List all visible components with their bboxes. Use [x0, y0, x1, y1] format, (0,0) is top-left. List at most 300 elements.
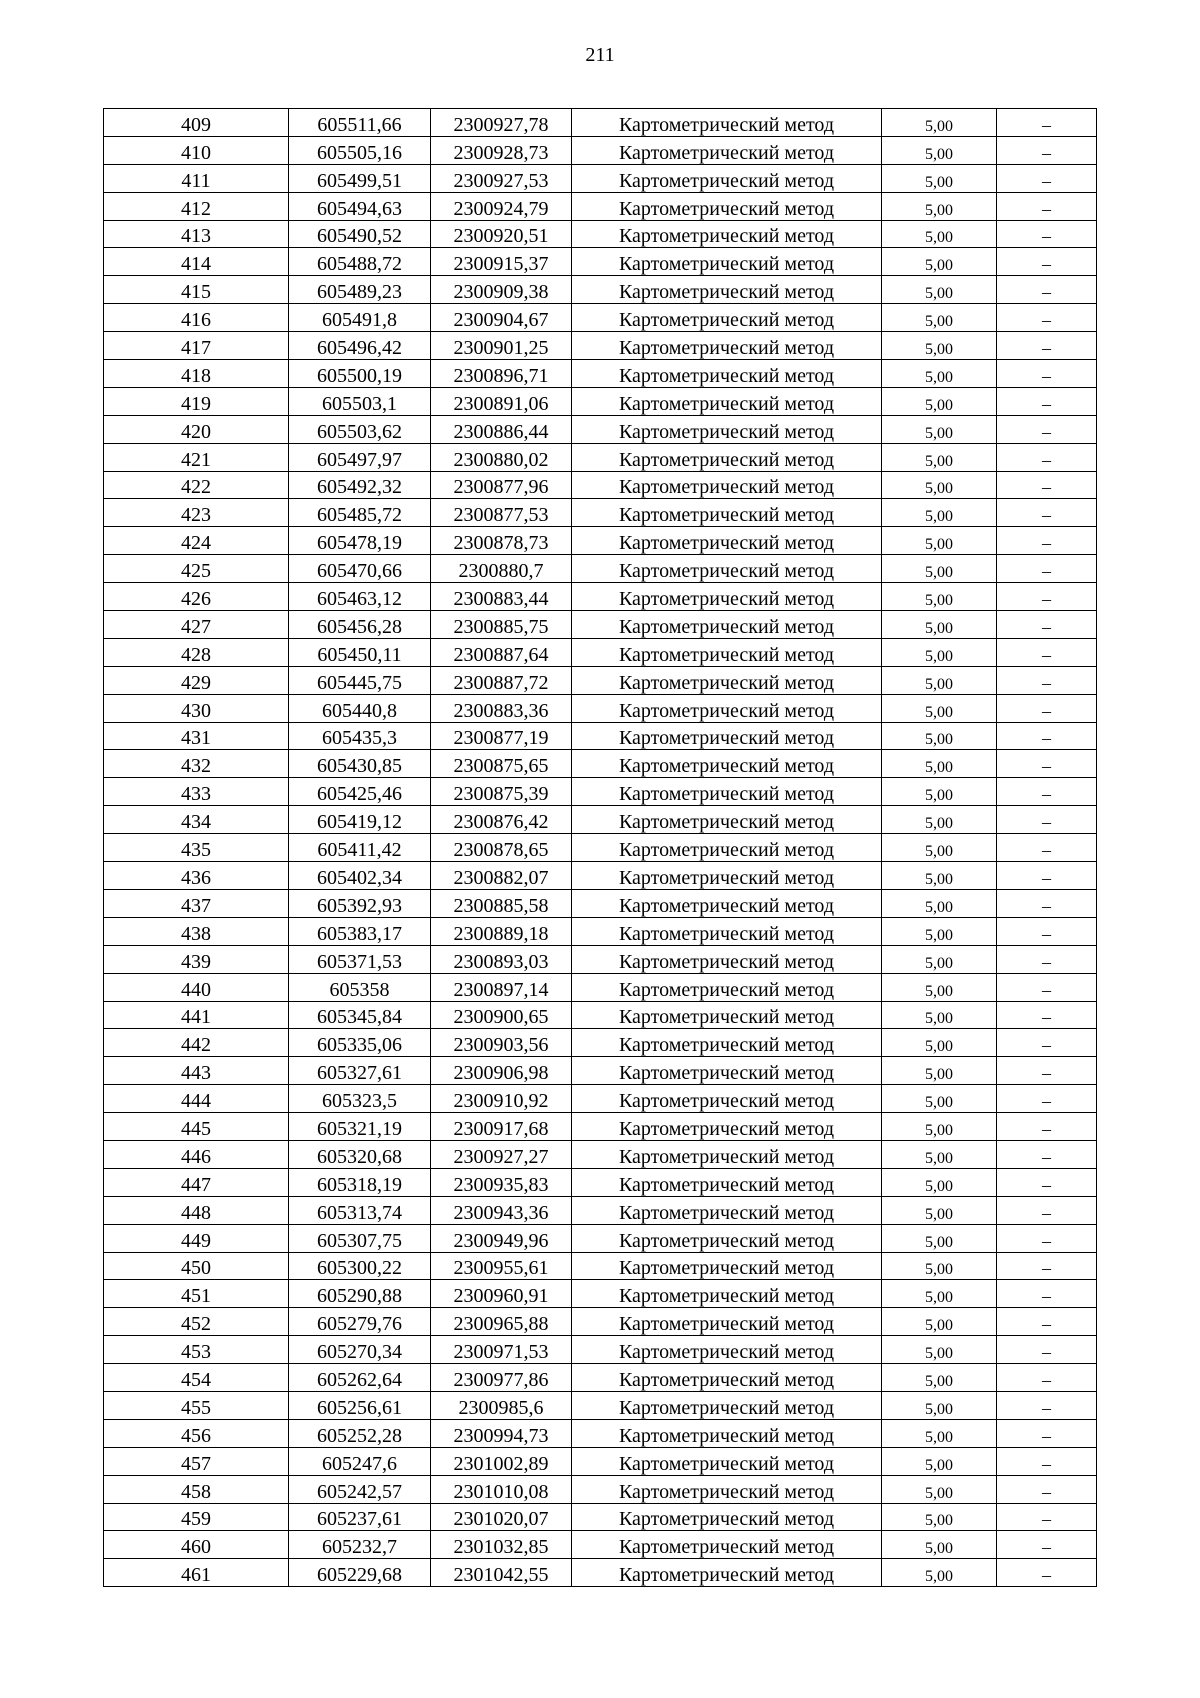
table-row — [104, 1364, 1097, 1392]
accuracy-cell: 5,00 — [882, 304, 997, 332]
method-cell: Картометрический метод — [572, 1085, 882, 1113]
x-coordinate-cell: 605313,74 — [289, 1196, 431, 1224]
table-row — [104, 136, 1097, 164]
accuracy-cell: 5,00 — [882, 1196, 997, 1224]
accuracy-cell: 5,00 — [882, 332, 997, 360]
accuracy-cell: 5,00 — [882, 611, 997, 639]
point-number-cell: 414 — [104, 248, 289, 276]
accuracy-cell: 5,00 — [882, 471, 997, 499]
point-number-cell: 455 — [104, 1391, 289, 1419]
y-coordinate-cell: 2300977,86 — [431, 1364, 572, 1392]
accuracy-cell: 5,00 — [882, 499, 997, 527]
accuracy-cell: 5,00 — [882, 806, 997, 834]
table-row — [104, 750, 1097, 778]
table-row — [104, 1447, 1097, 1475]
note-cell: – — [997, 1224, 1097, 1252]
y-coordinate-cell: 2300904,67 — [431, 304, 572, 332]
method-cell: Картометрический метод — [572, 1252, 882, 1280]
y-coordinate-cell: 2300960,91 — [431, 1280, 572, 1308]
y-coordinate-cell: 2300955,61 — [431, 1252, 572, 1280]
x-coordinate-cell: 605494,63 — [289, 192, 431, 220]
y-coordinate-cell: 2300897,14 — [431, 973, 572, 1001]
point-number-cell: 409 — [104, 109, 289, 137]
accuracy-cell: 5,00 — [882, 1419, 997, 1447]
x-coordinate-cell: 605327,61 — [289, 1057, 431, 1085]
x-coordinate-cell: 605488,72 — [289, 248, 431, 276]
y-coordinate-cell: 2300880,7 — [431, 555, 572, 583]
accuracy-cell: 5,00 — [882, 1113, 997, 1141]
note-cell: – — [997, 1447, 1097, 1475]
x-coordinate-cell: 605430,85 — [289, 750, 431, 778]
accuracy-cell: 5,00 — [882, 192, 997, 220]
y-coordinate-cell: 2300927,53 — [431, 164, 572, 192]
note-cell: – — [997, 834, 1097, 862]
accuracy-cell: 5,00 — [882, 778, 997, 806]
method-cell: Картометрический метод — [572, 1308, 882, 1336]
x-coordinate-cell: 605256,61 — [289, 1391, 431, 1419]
method-cell: Картометрический метод — [572, 889, 882, 917]
point-number-cell: 433 — [104, 778, 289, 806]
note-cell: – — [997, 862, 1097, 890]
x-coordinate-cell: 605402,34 — [289, 862, 431, 890]
note-cell: – — [997, 1503, 1097, 1531]
y-coordinate-cell: 2300965,88 — [431, 1308, 572, 1336]
point-number-cell: 428 — [104, 638, 289, 666]
note-cell: – — [997, 638, 1097, 666]
table-row — [104, 1336, 1097, 1364]
accuracy-cell: 5,00 — [882, 1140, 997, 1168]
accuracy-cell: 5,00 — [882, 1308, 997, 1336]
table-row — [104, 973, 1097, 1001]
note-cell: – — [997, 136, 1097, 164]
accuracy-cell: 5,00 — [882, 555, 997, 583]
y-coordinate-cell: 2301020,07 — [431, 1503, 572, 1531]
table-row — [104, 945, 1097, 973]
note-cell: – — [997, 1475, 1097, 1503]
accuracy-cell: 5,00 — [882, 527, 997, 555]
method-cell: Картометрический метод — [572, 666, 882, 694]
method-cell: Картометрический метод — [572, 750, 882, 778]
point-number-cell: 453 — [104, 1336, 289, 1364]
note-cell: – — [997, 276, 1097, 304]
point-number-cell: 445 — [104, 1113, 289, 1141]
point-number-cell: 456 — [104, 1419, 289, 1447]
point-number-cell: 419 — [104, 387, 289, 415]
accuracy-cell: 5,00 — [882, 583, 997, 611]
x-coordinate-cell: 605307,75 — [289, 1224, 431, 1252]
x-coordinate-cell: 605419,12 — [289, 806, 431, 834]
note-cell: – — [997, 471, 1097, 499]
method-cell: Картометрический метод — [572, 1475, 882, 1503]
accuracy-cell: 5,00 — [882, 248, 997, 276]
y-coordinate-cell: 2300875,39 — [431, 778, 572, 806]
method-cell: Картометрический метод — [572, 1336, 882, 1364]
point-number-cell: 430 — [104, 694, 289, 722]
y-coordinate-cell: 2300917,68 — [431, 1113, 572, 1141]
x-coordinate-cell: 605492,32 — [289, 471, 431, 499]
accuracy-cell: 5,00 — [882, 889, 997, 917]
point-number-cell: 421 — [104, 443, 289, 471]
table-row — [104, 164, 1097, 192]
point-number-cell: 457 — [104, 1447, 289, 1475]
point-number-cell: 436 — [104, 862, 289, 890]
x-coordinate-cell: 605392,93 — [289, 889, 431, 917]
x-coordinate-cell: 605500,19 — [289, 360, 431, 388]
table-row — [104, 1280, 1097, 1308]
x-coordinate-cell: 605242,57 — [289, 1475, 431, 1503]
table-row — [104, 527, 1097, 555]
table-row — [104, 1559, 1097, 1587]
point-number-cell: 435 — [104, 834, 289, 862]
x-coordinate-cell: 605435,3 — [289, 722, 431, 750]
accuracy-cell: 5,00 — [882, 1503, 997, 1531]
method-cell: Картометрический метод — [572, 136, 882, 164]
note-cell: – — [997, 499, 1097, 527]
table-row — [104, 1503, 1097, 1531]
note-cell: – — [997, 555, 1097, 583]
x-coordinate-cell: 605318,19 — [289, 1168, 431, 1196]
accuracy-cell: 5,00 — [882, 694, 997, 722]
y-coordinate-cell: 2300949,96 — [431, 1224, 572, 1252]
y-coordinate-cell: 2300910,92 — [431, 1085, 572, 1113]
method-cell: Картометрический метод — [572, 583, 882, 611]
point-number-cell: 451 — [104, 1280, 289, 1308]
x-coordinate-cell: 605496,42 — [289, 332, 431, 360]
table-row — [104, 332, 1097, 360]
x-coordinate-cell: 605229,68 — [289, 1559, 431, 1587]
x-coordinate-cell: 605320,68 — [289, 1140, 431, 1168]
accuracy-cell: 5,00 — [882, 415, 997, 443]
point-number-cell: 458 — [104, 1475, 289, 1503]
accuracy-cell: 5,00 — [882, 136, 997, 164]
point-number-cell: 431 — [104, 722, 289, 750]
method-cell: Картометрический метод — [572, 443, 882, 471]
table-row — [104, 638, 1097, 666]
x-coordinate-cell: 605411,42 — [289, 834, 431, 862]
table-row — [104, 1308, 1097, 1336]
method-cell: Картометрический метод — [572, 1057, 882, 1085]
y-coordinate-cell: 2300896,71 — [431, 360, 572, 388]
table-row — [104, 555, 1097, 583]
point-number-cell: 454 — [104, 1364, 289, 1392]
table-row — [104, 1419, 1097, 1447]
method-cell: Картометрический метод — [572, 834, 882, 862]
note-cell: – — [997, 1113, 1097, 1141]
y-coordinate-cell: 2300971,53 — [431, 1336, 572, 1364]
table-row — [104, 1057, 1097, 1085]
point-number-cell: 449 — [104, 1224, 289, 1252]
table-row — [104, 276, 1097, 304]
y-coordinate-cell: 2300924,79 — [431, 192, 572, 220]
accuracy-cell: 5,00 — [882, 1447, 997, 1475]
method-cell: Картометрический метод — [572, 555, 882, 583]
point-number-cell: 411 — [104, 164, 289, 192]
note-cell: – — [997, 1252, 1097, 1280]
y-coordinate-cell: 2300885,75 — [431, 611, 572, 639]
x-coordinate-cell: 605450,11 — [289, 638, 431, 666]
method-cell: Картометрический метод — [572, 415, 882, 443]
note-cell: – — [997, 666, 1097, 694]
x-coordinate-cell: 605262,64 — [289, 1364, 431, 1392]
table-row — [104, 889, 1097, 917]
table-row — [104, 1085, 1097, 1113]
y-coordinate-cell: 2300901,25 — [431, 332, 572, 360]
accuracy-cell: 5,00 — [882, 945, 997, 973]
method-cell: Картометрический метод — [572, 360, 882, 388]
point-number-cell: 412 — [104, 192, 289, 220]
method-cell: Картометрический метод — [572, 1168, 882, 1196]
y-coordinate-cell: 2300880,02 — [431, 443, 572, 471]
note-cell: – — [997, 945, 1097, 973]
table-row — [104, 360, 1097, 388]
note-cell: – — [997, 304, 1097, 332]
method-cell: Картометрический метод — [572, 638, 882, 666]
table-row — [104, 1140, 1097, 1168]
note-cell: – — [997, 1057, 1097, 1085]
y-coordinate-cell: 2300920,51 — [431, 220, 572, 248]
method-cell: Картометрический метод — [572, 1531, 882, 1559]
table-row — [104, 806, 1097, 834]
point-number-cell: 413 — [104, 220, 289, 248]
accuracy-cell: 5,00 — [882, 750, 997, 778]
point-number-cell: 452 — [104, 1308, 289, 1336]
table-row — [104, 666, 1097, 694]
table-row — [104, 722, 1097, 750]
table-row — [104, 471, 1097, 499]
x-coordinate-cell: 605237,61 — [289, 1503, 431, 1531]
note-cell: – — [997, 220, 1097, 248]
note-cell: – — [997, 248, 1097, 276]
point-number-cell: 459 — [104, 1503, 289, 1531]
note-cell: – — [997, 778, 1097, 806]
accuracy-cell: 5,00 — [882, 722, 997, 750]
x-coordinate-cell: 605497,97 — [289, 443, 431, 471]
note-cell: – — [997, 1559, 1097, 1587]
y-coordinate-cell: 2300877,19 — [431, 722, 572, 750]
point-number-cell: 426 — [104, 583, 289, 611]
accuracy-cell: 5,00 — [882, 1364, 997, 1392]
x-coordinate-cell: 605490,52 — [289, 220, 431, 248]
method-cell: Картометрический метод — [572, 806, 882, 834]
point-number-cell: 438 — [104, 917, 289, 945]
table-row — [104, 862, 1097, 890]
y-coordinate-cell: 2300877,53 — [431, 499, 572, 527]
point-number-cell: 440 — [104, 973, 289, 1001]
note-cell: – — [997, 1308, 1097, 1336]
method-cell: Картометрический метод — [572, 471, 882, 499]
method-cell: Картометрический метод — [572, 917, 882, 945]
accuracy-cell: 5,00 — [882, 1224, 997, 1252]
x-coordinate-cell: 605247,6 — [289, 1447, 431, 1475]
method-cell: Картометрический метод — [572, 1224, 882, 1252]
accuracy-cell: 5,00 — [882, 1001, 997, 1029]
table-row — [104, 387, 1097, 415]
accuracy-cell: 5,00 — [882, 973, 997, 1001]
accuracy-cell: 5,00 — [882, 1085, 997, 1113]
table-row — [104, 1168, 1097, 1196]
y-coordinate-cell: 2300882,07 — [431, 862, 572, 890]
point-number-cell: 415 — [104, 276, 289, 304]
x-coordinate-cell: 605290,88 — [289, 1280, 431, 1308]
table-row — [104, 917, 1097, 945]
x-coordinate-cell: 605491,8 — [289, 304, 431, 332]
point-number-cell: 418 — [104, 360, 289, 388]
note-cell: – — [997, 1140, 1097, 1168]
y-coordinate-cell: 2300889,18 — [431, 917, 572, 945]
method-cell: Картометрический метод — [572, 1391, 882, 1419]
point-number-cell: 429 — [104, 666, 289, 694]
method-cell: Картометрический метод — [572, 1559, 882, 1587]
accuracy-cell: 5,00 — [882, 1336, 997, 1364]
x-coordinate-cell: 605323,5 — [289, 1085, 431, 1113]
table-row — [104, 220, 1097, 248]
y-coordinate-cell: 2300883,44 — [431, 583, 572, 611]
accuracy-cell: 5,00 — [882, 276, 997, 304]
method-cell: Картометрический метод — [572, 220, 882, 248]
point-number-cell: 434 — [104, 806, 289, 834]
method-cell: Картометрический метод — [572, 387, 882, 415]
table-row — [104, 1224, 1097, 1252]
note-cell: – — [997, 1196, 1097, 1224]
y-coordinate-cell: 2300885,58 — [431, 889, 572, 917]
point-number-cell: 422 — [104, 471, 289, 499]
note-cell: – — [997, 443, 1097, 471]
note-cell: – — [997, 889, 1097, 917]
y-coordinate-cell: 2300928,73 — [431, 136, 572, 164]
y-coordinate-cell: 2300878,65 — [431, 834, 572, 862]
point-number-cell: 450 — [104, 1252, 289, 1280]
accuracy-cell: 5,00 — [882, 387, 997, 415]
method-cell: Картометрический метод — [572, 192, 882, 220]
note-cell: – — [997, 109, 1097, 137]
accuracy-cell: 5,00 — [882, 1252, 997, 1280]
y-coordinate-cell: 2300943,36 — [431, 1196, 572, 1224]
point-number-cell: 443 — [104, 1057, 289, 1085]
method-cell: Картометрический метод — [572, 276, 882, 304]
table-row — [104, 1029, 1097, 1057]
note-cell: – — [997, 164, 1097, 192]
accuracy-cell: 5,00 — [882, 1280, 997, 1308]
method-cell: Картометрический метод — [572, 527, 882, 555]
y-coordinate-cell: 2301002,89 — [431, 1447, 572, 1475]
table-row — [104, 304, 1097, 332]
y-coordinate-cell: 2300903,56 — [431, 1029, 572, 1057]
y-coordinate-cell: 2300891,06 — [431, 387, 572, 415]
point-number-cell: 461 — [104, 1559, 289, 1587]
point-number-cell: 448 — [104, 1196, 289, 1224]
y-coordinate-cell: 2300909,38 — [431, 276, 572, 304]
accuracy-cell: 5,00 — [882, 443, 997, 471]
note-cell: – — [997, 1280, 1097, 1308]
y-coordinate-cell: 2300877,96 — [431, 471, 572, 499]
coordinates-table-body — [104, 109, 1097, 1587]
method-cell: Картометрический метод — [572, 722, 882, 750]
y-coordinate-cell: 2300887,72 — [431, 666, 572, 694]
table-row — [104, 694, 1097, 722]
y-coordinate-cell: 2300900,65 — [431, 1001, 572, 1029]
note-cell: – — [997, 694, 1097, 722]
method-cell: Картометрический метод — [572, 778, 882, 806]
point-number-cell: 446 — [104, 1140, 289, 1168]
method-cell: Картометрический метод — [572, 1364, 882, 1392]
point-number-cell: 427 — [104, 611, 289, 639]
x-coordinate-cell: 605440,8 — [289, 694, 431, 722]
table-row — [104, 834, 1097, 862]
note-cell: – — [997, 750, 1097, 778]
x-coordinate-cell: 605345,84 — [289, 1001, 431, 1029]
point-number-cell: 442 — [104, 1029, 289, 1057]
table-row — [104, 109, 1097, 137]
method-cell: Картометрический метод — [572, 862, 882, 890]
y-coordinate-cell: 2300886,44 — [431, 415, 572, 443]
table-row — [104, 1531, 1097, 1559]
y-coordinate-cell: 2300935,83 — [431, 1168, 572, 1196]
accuracy-cell: 5,00 — [882, 360, 997, 388]
method-cell: Картометрический метод — [572, 1503, 882, 1531]
note-cell: – — [997, 360, 1097, 388]
table-row — [104, 1001, 1097, 1029]
point-number-cell: 425 — [104, 555, 289, 583]
y-coordinate-cell: 2300876,42 — [431, 806, 572, 834]
table-row — [104, 778, 1097, 806]
point-number-cell: 424 — [104, 527, 289, 555]
table-row — [104, 248, 1097, 276]
point-number-cell: 447 — [104, 1168, 289, 1196]
page-number: 211 — [585, 44, 615, 66]
x-coordinate-cell: 605456,28 — [289, 611, 431, 639]
method-cell: Картометрический метод — [572, 248, 882, 276]
x-coordinate-cell: 605478,19 — [289, 527, 431, 555]
x-coordinate-cell: 605470,66 — [289, 555, 431, 583]
accuracy-cell: 5,00 — [882, 1029, 997, 1057]
point-number-cell: 439 — [104, 945, 289, 973]
y-coordinate-cell: 2300883,36 — [431, 694, 572, 722]
table-row — [104, 415, 1097, 443]
method-cell: Картометрический метод — [572, 1113, 882, 1141]
x-coordinate-cell: 605463,12 — [289, 583, 431, 611]
method-cell: Картометрический метод — [572, 973, 882, 1001]
point-number-cell: 444 — [104, 1085, 289, 1113]
x-coordinate-cell: 605503,1 — [289, 387, 431, 415]
accuracy-cell: 5,00 — [882, 1475, 997, 1503]
note-cell: – — [997, 1364, 1097, 1392]
y-coordinate-cell: 2300994,73 — [431, 1419, 572, 1447]
table-row — [104, 611, 1097, 639]
y-coordinate-cell: 2300887,64 — [431, 638, 572, 666]
note-cell: – — [997, 917, 1097, 945]
method-cell: Картометрический метод — [572, 1196, 882, 1224]
note-cell: – — [997, 806, 1097, 834]
method-cell: Картометрический метод — [572, 1419, 882, 1447]
x-coordinate-cell: 605511,66 — [289, 109, 431, 137]
point-number-cell: 417 — [104, 332, 289, 360]
y-coordinate-cell: 2301042,55 — [431, 1559, 572, 1587]
y-coordinate-cell: 2300906,98 — [431, 1057, 572, 1085]
y-coordinate-cell: 2300985,6 — [431, 1391, 572, 1419]
x-coordinate-cell: 605505,16 — [289, 136, 431, 164]
accuracy-cell: 5,00 — [882, 862, 997, 890]
note-cell: – — [997, 1391, 1097, 1419]
table-row — [104, 1196, 1097, 1224]
point-number-cell: 460 — [104, 1531, 289, 1559]
y-coordinate-cell: 2300927,27 — [431, 1140, 572, 1168]
method-cell: Картометрический метод — [572, 1001, 882, 1029]
method-cell: Картометрический метод — [572, 945, 882, 973]
note-cell: – — [997, 973, 1097, 1001]
point-number-cell: 423 — [104, 499, 289, 527]
y-coordinate-cell: 2301010,08 — [431, 1475, 572, 1503]
coordinates-table — [103, 108, 1097, 1587]
